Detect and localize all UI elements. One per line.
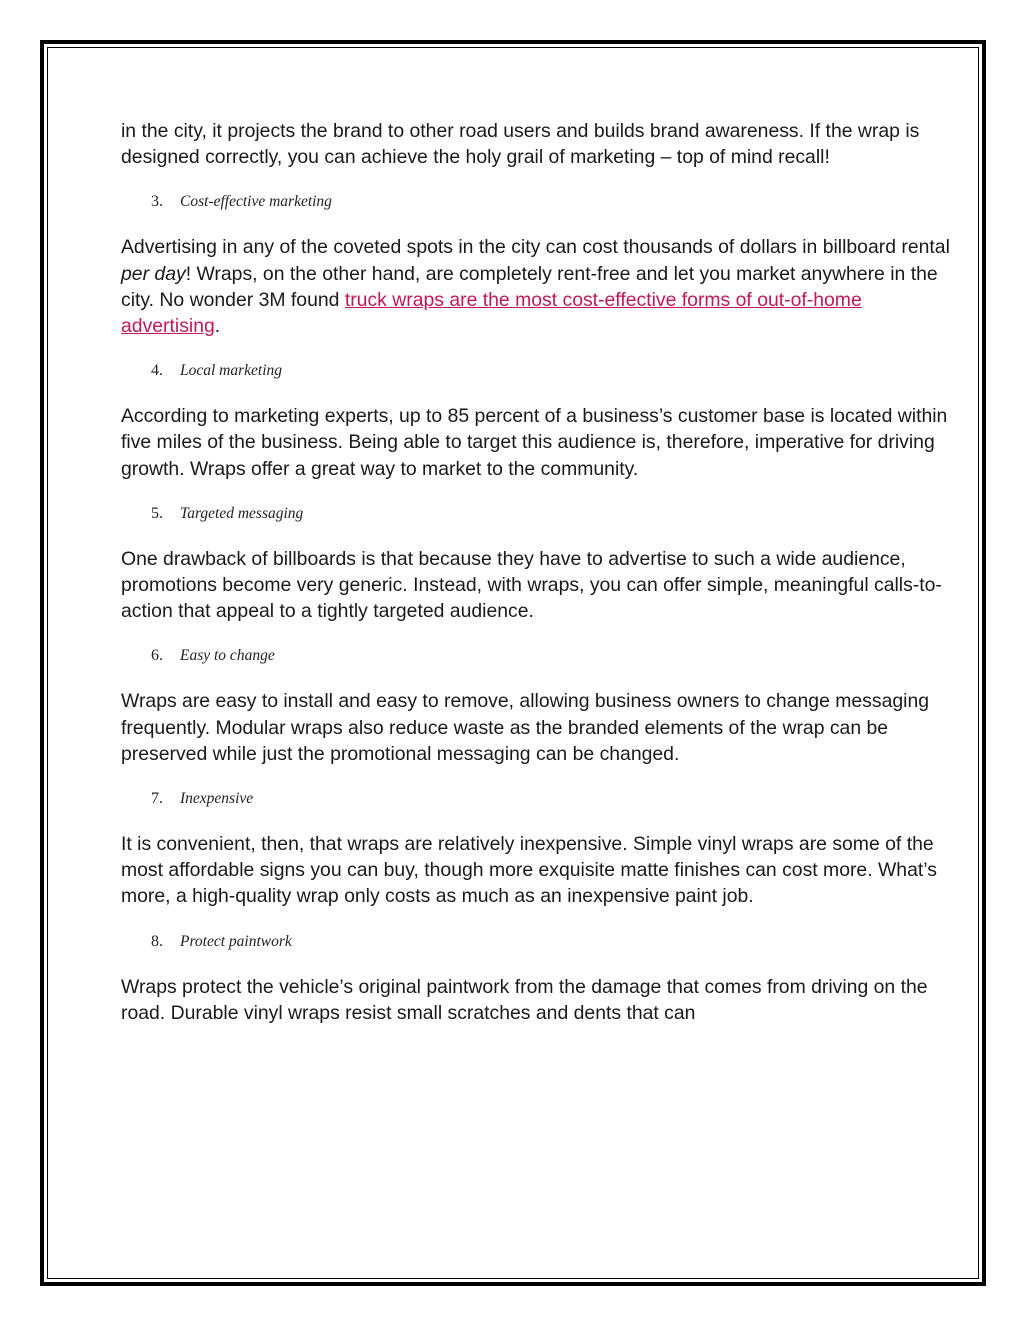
paragraph-text: ! Wraps, on the other hand, are completely rent-free and let you market anywhere in the city. No wonder 3M found bbox=[121, 262, 938, 311]
document-body bbox=[121, 118, 951, 1048]
heading-number: 8. bbox=[151, 932, 163, 950]
paragraph-inexpensive: It is convenient, then, that wraps are relatively inexpensive. Simple vinyl wraps are some of the most affordable signs you can buy, though more exquisite matte finishes can cost more. What’s more, a high-quality wrap only costs as much as an inexpensive paint job. bbox=[121, 833, 937, 908]
heading-protect-paintwork bbox=[151, 932, 951, 952]
paragraph-targeted-messaging: One drawback of billboards is that because they have to advertise to such a wide audience, promotions become very generic. Instead, with wraps, you can offer simple, meaningful calls-to-action that appeal to a tightly targeted audience. bbox=[121, 547, 942, 623]
paragraph-text: Advertising in any of the coveted spots in the city can cost thousands of dollars in billboard rental bbox=[121, 236, 950, 259]
heading-number: 5. bbox=[151, 504, 163, 522]
heading-targeted-messaging bbox=[151, 504, 951, 524]
heading-local-marketing bbox=[151, 361, 951, 381]
heading-easy-to-change bbox=[151, 646, 951, 666]
truck-wraps-link[interactable]: truck wraps are the most cost-effective forms of out-of-home advertising bbox=[121, 288, 862, 338]
heading-number: 3. bbox=[151, 193, 163, 211]
paragraph-intro: in the city, it projects the brand to other road users and builds brand awareness. If the wrap is designed correctly, you can achieve the holy grail of marketing – top of mind recall! bbox=[121, 120, 920, 169]
paragraph-easy-to-change: Wraps are easy to install and easy to remove, allowing business owners to change messaging frequently. Modular wraps also reduce waste as the branded elements of the wrap can be preserved while just the promotional messaging can be changed. bbox=[121, 690, 930, 765]
paragraph-text: . bbox=[214, 315, 221, 338]
paragraph-protect-paintwork: Wraps protect the vehicle’s original paintwork from the damage that comes from driving on the road. Durable vinyl wraps resist small scratches and dents that can bbox=[121, 975, 928, 1024]
paragraph-local-marketing: According to marketing experts, up to 85 percent of a business’s customer base is located within five miles of the business. Being able to target this audience is, therefore, imperative for driving growth. Wraps offer a great way to market to the community. bbox=[121, 405, 948, 480]
heading-number: 4. bbox=[151, 362, 163, 380]
heading-text: Easy to change bbox=[180, 647, 275, 665]
heading-number: 6. bbox=[151, 647, 163, 665]
heading-cost-effective bbox=[151, 192, 951, 212]
heading-text: Targeted messaging bbox=[180, 504, 304, 522]
heading-inexpensive bbox=[151, 789, 951, 809]
heading-text: Inexpensive bbox=[180, 790, 254, 808]
emphasis-per-day: per day bbox=[121, 262, 186, 285]
heading-text: Cost-effective marketing bbox=[180, 193, 332, 211]
heading-text: Protect paintwork bbox=[180, 932, 292, 950]
heading-text: Local marketing bbox=[180, 362, 283, 380]
paragraph-cost-effective bbox=[121, 234, 951, 339]
heading-number: 7. bbox=[151, 790, 163, 808]
